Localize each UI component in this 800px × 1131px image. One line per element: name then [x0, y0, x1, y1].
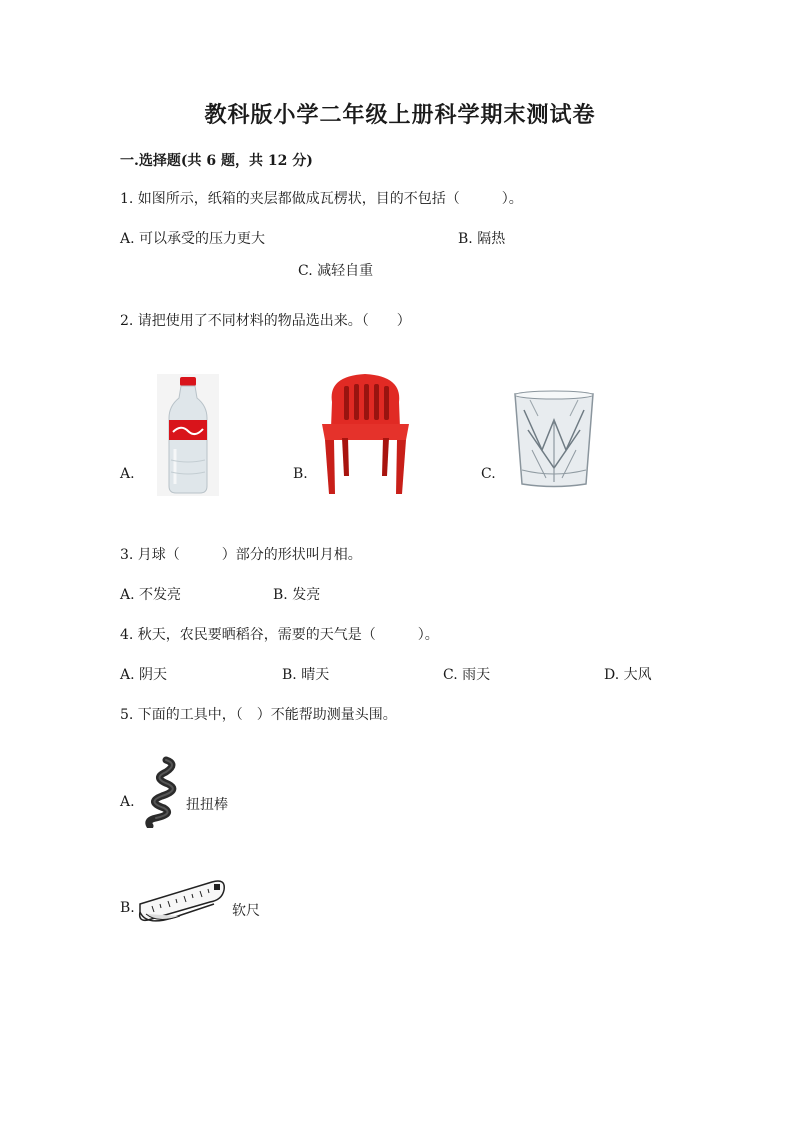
q4-option-a[interactable]: A. 阴天: [120, 667, 168, 683]
plastic-chair-image: [318, 372, 413, 496]
q1-option-c[interactable]: C. 减轻自重: [298, 263, 374, 279]
question-3: 3. 月球（ ）部分的形状叫月相。: [120, 547, 362, 563]
q4-option-b[interactable]: B. 晴天: [282, 667, 330, 683]
measuring-tape-image: [136, 874, 228, 928]
q5-option-b-label: 软尺: [232, 903, 260, 919]
cola-bottle-image: [157, 374, 219, 496]
question-1: 1. 如图所示，纸箱的夹层都做成瓦楞状，目的不包括（ ）。: [120, 191, 523, 207]
q1-option-b[interactable]: B. 隔热: [458, 231, 506, 247]
q2-option-a[interactable]: A.: [120, 466, 135, 482]
q1-option-a[interactable]: A. 可以承受的压力更大: [120, 231, 266, 247]
q4-option-d[interactable]: D. 大风: [604, 667, 652, 683]
page-title: 教科版小学二年级上册科学期末测试卷: [204, 102, 596, 128]
section-heading: 一.选择题(共 6 题，共 12 分): [120, 153, 313, 169]
q2-option-b[interactable]: B.: [293, 466, 308, 482]
q5-option-a[interactable]: A.: [120, 794, 135, 810]
question-2: 2. 请把使用了不同材料的物品选出来。（ ）: [120, 313, 411, 329]
q5-option-b[interactable]: B.: [120, 900, 135, 916]
glass-cup-image: [512, 390, 596, 490]
q3-option-a[interactable]: A. 不发亮: [120, 587, 182, 603]
q4-option-c[interactable]: C. 雨天: [443, 667, 491, 683]
q2-option-c[interactable]: C.: [481, 466, 496, 482]
pipe-cleaner-image: [138, 756, 182, 828]
q5-option-a-label: 扭扭棒: [186, 797, 228, 813]
question-5: 5. 下面的工具中，（ ）不能帮助测量头围。: [120, 707, 397, 723]
question-4: 4. 秋天，农民要晒稻谷，需要的天气是（ ）。: [120, 627, 439, 643]
q3-option-b[interactable]: B. 发亮: [273, 587, 321, 603]
